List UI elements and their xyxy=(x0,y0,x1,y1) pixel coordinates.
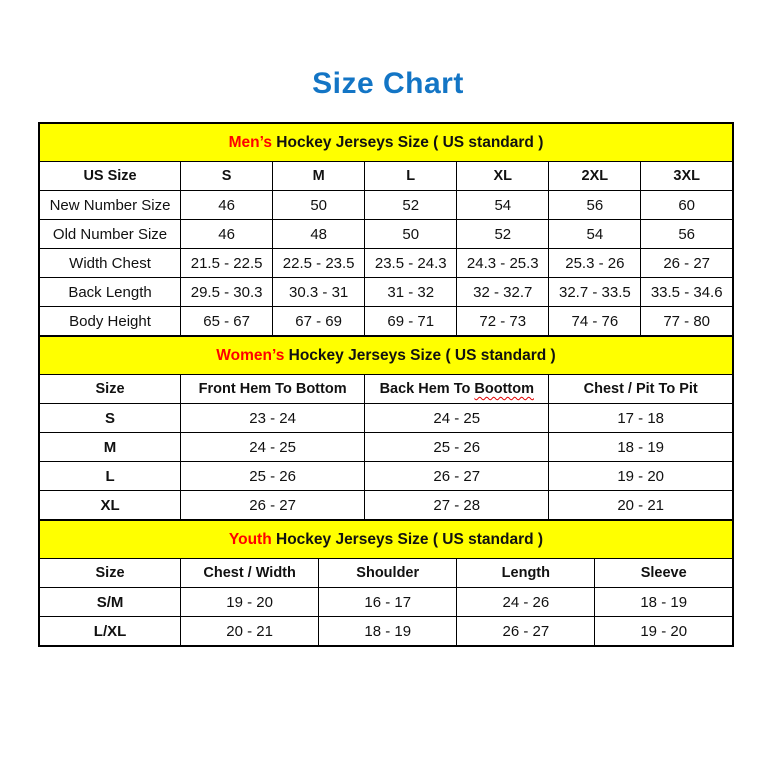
banner-rest-text: Hockey Jerseys Size ( US standard ) xyxy=(271,530,544,548)
value-cell: 18 - 19 xyxy=(595,588,733,617)
row-label-cell: Width Chest xyxy=(39,249,181,278)
column-header-cell: Length xyxy=(457,559,595,588)
row-label-cell: L xyxy=(39,462,181,491)
value-cell: 48 xyxy=(273,220,365,249)
value-cell: 46 xyxy=(181,191,273,220)
value-cell: 27 - 28 xyxy=(365,491,549,521)
row-label-cell: M xyxy=(39,433,181,462)
table-row xyxy=(39,249,733,278)
size-chart-tables xyxy=(38,122,734,647)
column-header-cell: 2XL xyxy=(549,162,641,191)
column-header-cell: Size xyxy=(39,559,181,588)
value-cell: 19 - 20 xyxy=(595,617,733,647)
value-cell: 65 - 67 xyxy=(181,307,273,337)
value-cell: 26 - 27 xyxy=(641,249,733,278)
column-header-row xyxy=(39,375,733,404)
column-header-cell: XL xyxy=(457,162,549,191)
column-header-cell: Size xyxy=(39,375,181,404)
value-cell: 24 - 26 xyxy=(457,588,595,617)
value-cell: 18 - 19 xyxy=(549,433,733,462)
value-cell: 23.5 - 24.3 xyxy=(365,249,457,278)
value-cell: 21.5 - 22.5 xyxy=(181,249,273,278)
value-cell: 72 - 73 xyxy=(457,307,549,337)
banner-rest-text: Hockey Jerseys Size ( US standard ) xyxy=(271,133,544,151)
table-row xyxy=(39,220,733,249)
value-cell: 19 - 20 xyxy=(181,588,319,617)
row-label-cell: S xyxy=(39,404,181,433)
value-cell: 52 xyxy=(365,191,457,220)
value-cell: 67 - 69 xyxy=(273,307,365,337)
value-cell: 25.3 - 26 xyxy=(549,249,641,278)
column-header-cell: Shoulder xyxy=(319,559,457,588)
value-cell: 54 xyxy=(549,220,641,249)
row-label-cell: S/M xyxy=(39,588,181,617)
column-header-cell: Back Hem To Boottom xyxy=(365,375,549,404)
mens-size-table xyxy=(38,122,734,337)
table-row xyxy=(39,588,733,617)
value-cell: 25 - 26 xyxy=(181,462,365,491)
youth-size-table xyxy=(38,519,734,647)
value-cell: 26 - 27 xyxy=(365,462,549,491)
value-cell: 52 xyxy=(457,220,549,249)
banner-highlight-text: Youth xyxy=(228,530,272,548)
value-cell: 33.5 - 34.6 xyxy=(641,278,733,307)
banner-highlight-text: Women’s xyxy=(216,346,285,364)
value-cell: 25 - 26 xyxy=(365,433,549,462)
column-header-cell: Chest / Width xyxy=(181,559,319,588)
value-cell: 19 - 20 xyxy=(549,462,733,491)
value-cell: 29.5 - 30.3 xyxy=(181,278,273,307)
table-row xyxy=(39,278,733,307)
section-banner-cell xyxy=(39,336,733,375)
misspelled-word: Boottom xyxy=(474,381,534,397)
column-header-row xyxy=(39,559,733,588)
column-header-cell: S xyxy=(181,162,273,191)
table-row xyxy=(39,307,733,337)
value-cell: 60 xyxy=(641,191,733,220)
table-row xyxy=(39,433,733,462)
section-banner xyxy=(39,520,733,559)
value-cell: 56 xyxy=(549,191,641,220)
value-cell: 74 - 76 xyxy=(549,307,641,337)
banner-highlight-text: Men’s xyxy=(228,133,272,151)
value-cell: 24 - 25 xyxy=(365,404,549,433)
column-header-cell: Chest / Pit To Pit xyxy=(549,375,733,404)
column-header-cell: US Size xyxy=(39,162,181,191)
section-banner xyxy=(39,123,733,162)
value-cell: 69 - 71 xyxy=(365,307,457,337)
page-title: Size Chart xyxy=(312,67,464,100)
value-cell: 56 xyxy=(641,220,733,249)
value-cell: 23 - 24 xyxy=(181,404,365,433)
table-row xyxy=(39,462,733,491)
table-row xyxy=(39,404,733,433)
column-header-row xyxy=(39,162,733,191)
column-header-cell: Sleeve xyxy=(595,559,733,588)
section-banner-cell xyxy=(39,123,733,162)
womens-size-table xyxy=(38,335,734,521)
row-label-cell: Body Height xyxy=(39,307,181,337)
row-label-cell: Back Length xyxy=(39,278,181,307)
value-cell: 26 - 27 xyxy=(457,617,595,647)
section-banner xyxy=(39,336,733,375)
value-cell: 30.3 - 31 xyxy=(273,278,365,307)
table-row xyxy=(39,617,733,647)
value-cell: 54 xyxy=(457,191,549,220)
row-label-cell: New Number Size xyxy=(39,191,181,220)
value-cell: 22.5 - 23.5 xyxy=(273,249,365,278)
table-row xyxy=(39,191,733,220)
section-banner-cell xyxy=(39,520,733,559)
value-cell: 20 - 21 xyxy=(549,491,733,521)
value-cell: 77 - 80 xyxy=(641,307,733,337)
value-cell: 24 - 25 xyxy=(181,433,365,462)
value-cell: 32 - 32.7 xyxy=(457,278,549,307)
row-label-cell: XL xyxy=(39,491,181,521)
row-label-cell: Old Number Size xyxy=(39,220,181,249)
value-cell: 50 xyxy=(365,220,457,249)
value-cell: 24.3 - 25.3 xyxy=(457,249,549,278)
value-cell: 18 - 19 xyxy=(319,617,457,647)
value-cell: 20 - 21 xyxy=(181,617,319,647)
banner-rest-text: Hockey Jerseys Size ( US standard ) xyxy=(284,346,556,364)
value-cell: 32.7 - 33.5 xyxy=(549,278,641,307)
column-header-cell: Front Hem To Bottom xyxy=(181,375,365,404)
value-cell: 31 - 32 xyxy=(365,278,457,307)
value-cell: 46 xyxy=(181,220,273,249)
column-header-cell: L xyxy=(365,162,457,191)
table-row xyxy=(39,491,733,521)
column-header-cell: 3XL xyxy=(641,162,733,191)
value-cell: 26 - 27 xyxy=(181,491,365,521)
value-cell: 17 - 18 xyxy=(549,404,733,433)
column-header-cell: M xyxy=(273,162,365,191)
row-label-cell: L/XL xyxy=(39,617,181,647)
value-cell: 16 - 17 xyxy=(319,588,457,617)
value-cell: 50 xyxy=(273,191,365,220)
